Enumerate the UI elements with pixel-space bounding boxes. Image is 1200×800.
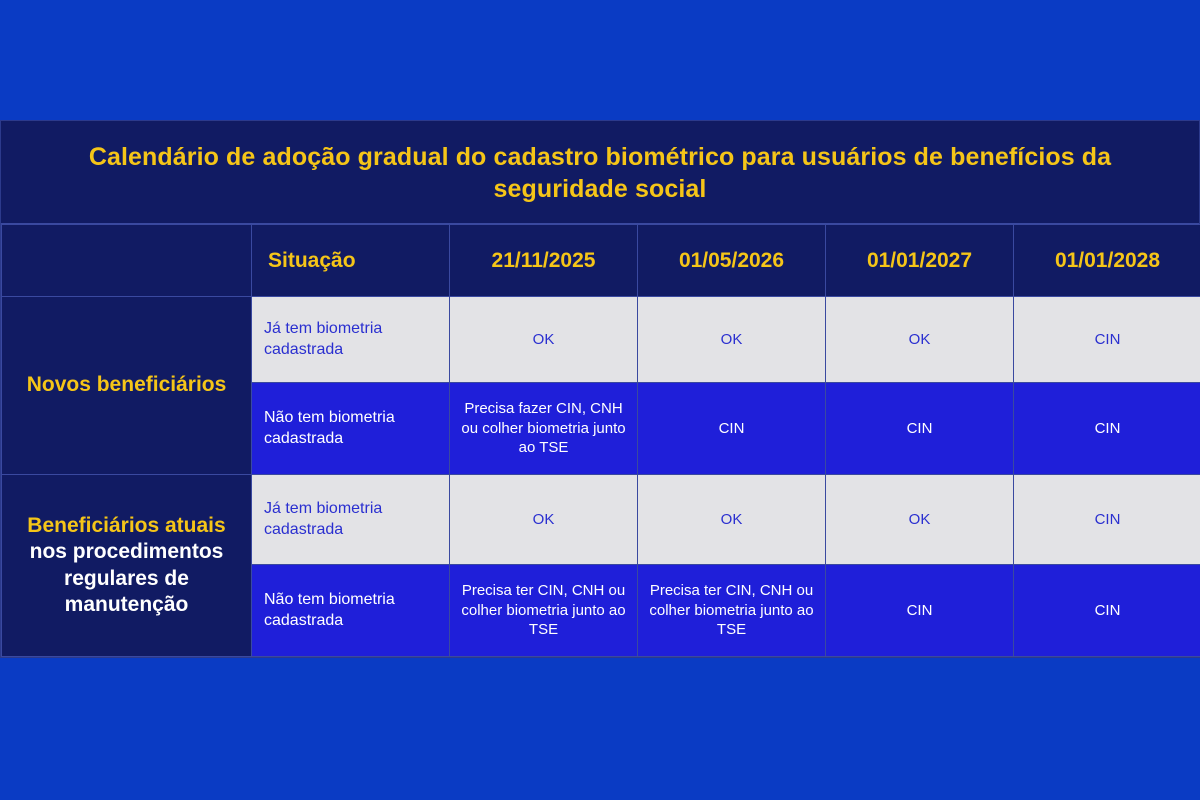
group-label-beneficiarios-atuais — [2, 475, 252, 657]
header-date-1: 21/11/2025 — [450, 225, 638, 297]
header-situation: Situação — [252, 225, 450, 297]
situation-cell: Já tem biometria cadastrada — [252, 297, 450, 383]
value-cell: CIN — [1014, 297, 1200, 383]
header-date-2: 01/05/2026 — [638, 225, 826, 297]
group-label-line-2: nos procedimentos — [29, 540, 224, 564]
group-label-line-1: Beneficiários atuais — [27, 514, 226, 537]
table-row — [2, 297, 1200, 383]
header-date-3: 01/01/2027 — [826, 225, 1014, 297]
header-date-4: 01/01/2028 — [1014, 225, 1200, 297]
header-corner-cell — [2, 225, 252, 297]
value-cell: Precisa ter CIN, CNH ou colher biometria junto ao TSE — [450, 565, 638, 657]
group-label-line-4: manutenção — [64, 592, 189, 616]
value-cell: CIN — [1014, 383, 1200, 475]
value-cell: OK — [450, 475, 638, 565]
group-label-novos-beneficiarios: Novos beneficiários — [2, 297, 252, 475]
biometrics-schedule-table — [1, 224, 1200, 657]
page-title: Calendário de adoção gradual do cadastro biométrico para usuários de benefícios da seguridade social — [88, 143, 1112, 203]
table-header-row — [2, 225, 1200, 297]
value-cell: OK — [638, 475, 826, 565]
value-cell: OK — [450, 297, 638, 383]
group-label-line-3: regulares de — [64, 566, 189, 590]
situation-cell: Não tem biometria cadastrada — [252, 565, 450, 657]
value-cell: Precisa ter CIN, CNH ou colher biometria junto ao TSE — [638, 565, 826, 657]
value-cell: CIN — [1014, 565, 1200, 657]
calendar-table-card — [0, 120, 1200, 658]
value-cell: OK — [638, 297, 826, 383]
value-cell: CIN — [826, 383, 1014, 475]
situation-cell: Já tem biometria cadastrada — [252, 475, 450, 565]
value-cell: OK — [826, 475, 1014, 565]
value-cell: Precisa fazer CIN, CNH ou colher biometria junto ao TSE — [450, 383, 638, 475]
situation-cell: Não tem biometria cadastrada — [252, 383, 450, 475]
value-cell: CIN — [638, 383, 826, 475]
table-title-row — [1, 121, 1199, 224]
value-cell: OK — [826, 297, 1014, 383]
value-cell: CIN — [826, 565, 1014, 657]
table-row — [2, 475, 1200, 565]
value-cell: CIN — [1014, 475, 1200, 565]
